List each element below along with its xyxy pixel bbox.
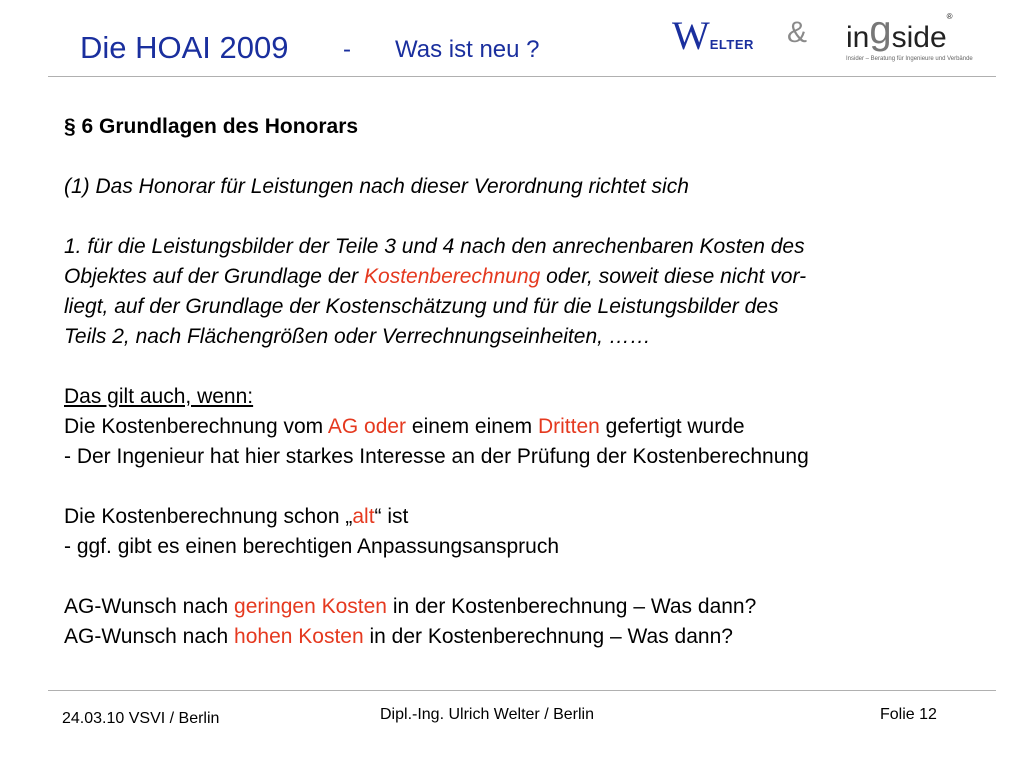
question1 [64,592,984,622]
item1-line2 [64,262,984,292]
section-heading: § 6 Grundlagen des Honorars [64,115,359,138]
condition2 [64,502,984,532]
item1-line2-highlight: Kostenberechnung [364,265,541,288]
welter-logo [672,12,754,59]
header-divider [48,76,996,77]
condition1-highlight2: Dritten [537,415,600,438]
title-subtitle: Was ist neu ? [395,36,540,63]
condition2-post: “ ist [374,505,409,528]
condition-heading: Das gilt auch, wenn: [64,385,254,408]
ingside-logo [846,8,953,57]
logo-ampersand: & [787,16,808,49]
footer-author: Dipl.-Ing. Ulrich Welter / Berlin [380,706,594,723]
question1-highlight: geringen Kosten [234,595,387,618]
spacer [64,142,984,172]
condition2-highlight: alt [352,505,375,528]
condition1-post: gefertigt wurde [599,415,745,438]
condition2-note: - ggf. gibt es einen berechtigen Anpassungsanspruch [64,535,560,558]
footer-date-event: 24.03.10 VSVI / Berlin [62,710,220,727]
item1-line4: Teils 2, nach Flächengrößen oder Verrechnungseinheiten, …… [64,325,651,348]
footer-divider [48,690,996,691]
item1-line2-pre: Objektes auf der Grundlage der [64,265,365,288]
spacer [64,352,984,382]
page-title [80,30,540,70]
question2-highlight: hohen Kosten [234,625,364,648]
item1-line2-post: oder, soweit diese nicht vor- [540,265,807,288]
question2-pre: AG-Wunsch nach [64,625,235,648]
condition1-pre: Die Kostenberechnung vom [64,415,328,438]
title-separator: - [343,36,351,63]
welter-logo-initial: W [672,13,710,58]
question2 [64,622,984,652]
ingside-logo-part1: in [846,21,870,54]
question2-post: in der Kostenberechnung – Was dann? [363,625,733,648]
spacer [64,472,984,502]
spacer [64,562,984,592]
condition1-mid: einem einem [406,415,538,438]
item1-line3: liegt, auf der Grundlage der Kostenschätzung und für die Leistungsbilder des [64,295,779,318]
condition1-note: - Der Ingenieur hat hier starkes Interesse an der Prüfung der Kostenberechnung [64,445,809,468]
item1-line1: 1. für die Leistungsbilder der Teile 3 und 4 nach den anrechenbaren Kosten des [64,235,805,258]
clause-intro: (1) Das Honorar für Leistungen nach dieser Verordnung richtet sich [64,175,689,198]
registered-mark: ® [946,12,953,21]
welter-logo-rest: ELTER [709,37,754,52]
title-text: Die HOAI 2009 [80,30,289,65]
ingside-tagline: Insider – Beratung für Ingenieure und Verbände [846,56,973,62]
spacer [64,202,984,232]
question1-post: in der Kostenberechnung – Was dann? [386,595,757,618]
ingside-logo-part2: side [891,21,947,54]
condition2-pre: Die Kostenberechnung schon „ [64,505,353,528]
slide-content [64,112,984,652]
ingside-logo-g: g [869,8,892,52]
condition1 [64,412,984,442]
condition1-highlight1: AG oder [327,415,407,438]
footer-slide-number: Folie 12 [880,706,937,723]
question1-pre: AG-Wunsch nach [64,595,235,618]
